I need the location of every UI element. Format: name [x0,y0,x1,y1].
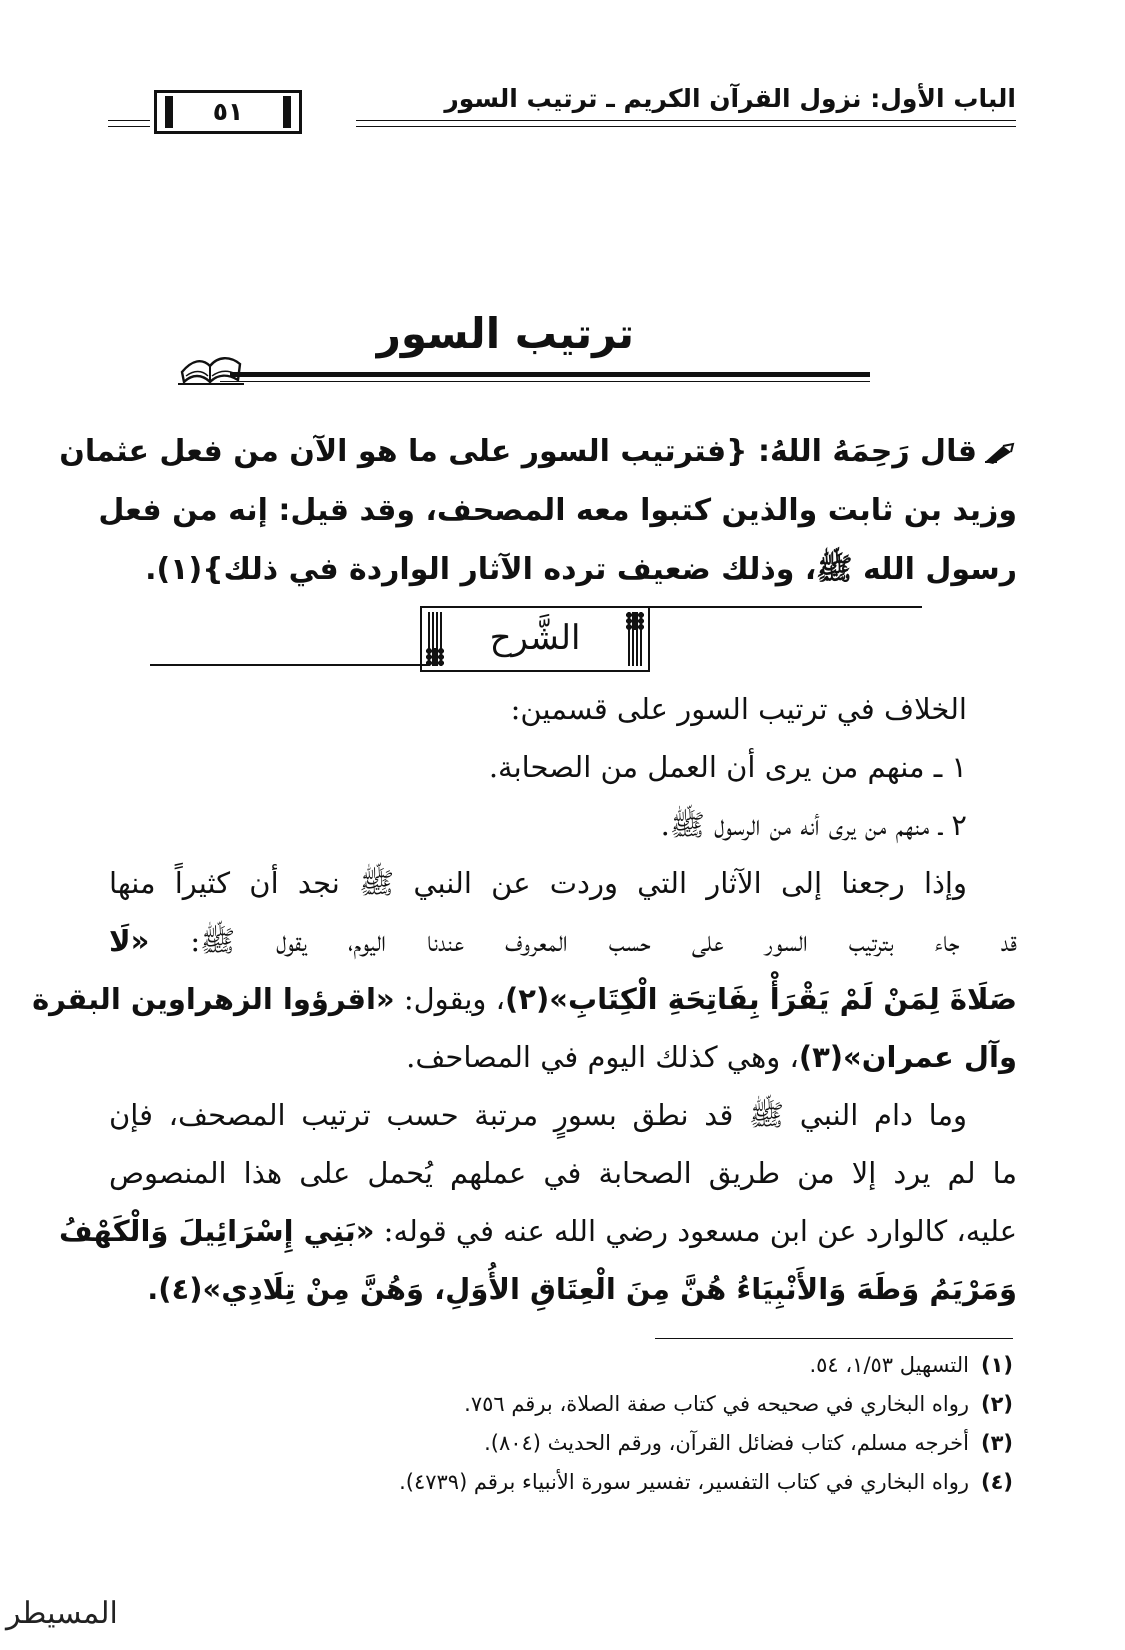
footnote-number: (٤) [980,1470,1013,1494]
body-text-run: قد جاء بترتيب السور على حسب المعروف عندنا اليوم، يقول ﷺ: [149,924,1017,958]
footnote-text: رواه البخاري في كتاب التفسير، تفسير سورة الأنبياء برقم (٤٧٣٩). [399,1470,969,1494]
hadith-quote: «اقرؤوا الزهراوين البقرة [32,982,395,1016]
footnote-number: (٢) [980,1392,1013,1416]
sharh-heading [150,606,922,676]
matn-line [59,422,1017,481]
header-rule [108,126,150,127]
footnote [133,1346,1013,1385]
body-text-run: عليه، كالوارد عن ابن مسعود رضي الله عنه في قوله: [374,1214,1017,1248]
ornament-icon [428,612,442,666]
matn-text [59,422,1017,599]
body-line: ١ ـ منهم من يرى أن العمل من الصحابة. [488,750,967,784]
sharh-title: الشَّرح [489,618,581,658]
chapter-rule [230,372,870,377]
footnote-separator [655,1338,1013,1339]
body-line: الخلاف في ترتيب السور على قسمين: [510,692,967,726]
commentary-text [32,680,1017,1318]
body-line [32,970,1017,1028]
footnote-number: (٣) [980,1431,1013,1455]
chapter-rule [220,381,870,382]
open-book-icon [176,342,246,388]
running-header [108,82,1016,142]
body-line: ٢ ـ منهم من يرى أنه من الرسول ﷺ. [660,808,967,842]
hadith-quote: صَلَاةَ لِمَنْ لَمْ يَقْرَأْ بِفَاتِحَةِ الْكِتَابِ»(٢) [505,982,1017,1016]
body-line [59,1202,1017,1260]
watermark-logo: المسيطر [6,1596,118,1631]
sharh-frame [420,606,650,672]
hadith-quote: وآل عمران»(٣) [798,1040,1017,1074]
body-line [109,1028,1017,1086]
footnote-text: التسهيل ١/٥٣، ٥٤. [809,1353,969,1377]
hadith-quote: «بَنِي إِسْرَائِيلَ وَالْكَهْفُ [59,1214,375,1248]
matn-line: وزيد بن ثابت والذين كتبوا معه المصحف، وقد قيل: إنه من فعل [98,493,1017,528]
body-text-run: ، وهي كذلك اليوم في المصاحف. [406,1040,799,1074]
chapter-heading [176,306,870,396]
header-rule [108,120,150,121]
footnote-text: رواه البخاري في صحيحه في كتاب صفة الصلاة، برقم ٧٥٦. [464,1392,969,1416]
body-text-run: ، ويقول: [394,982,505,1016]
footnote [133,1424,1013,1463]
chapter-title: ترتيب السور [376,309,634,358]
body-line: وَمَرْيَمُ وَطَهَ وَالأَنْبِيَاءُ هُنَّ مِنَ الْعِتَاقِ الأُوَلِ، وَهُنَّ مِنْ تِلَادِي»(٤). [147,1272,1017,1306]
page-number-box [154,90,302,134]
sharh-rule [640,606,922,608]
footnotes [133,1346,1013,1502]
page-number: ٥١ [212,97,244,126]
header-rule [356,126,1016,127]
body-line: ما لم يرد إلا من طريق الصحابة في عملهم يُحمل على هذا المنصوص [109,1156,1017,1190]
hadith-quote: «لَا [109,924,150,958]
sharh-rule [150,664,430,666]
footnote-text: أخرجه مسلم، كتاب فضائل القرآن، ورقم الحديث (٨٠٤). [484,1431,969,1455]
footnote-number: (١) [980,1353,1013,1377]
matn-line-text: قال رَحِمَهُ اللهُ: {فترتيب السور على ما هو الآن من فعل عثمان [59,434,977,469]
body-line: وإذا رجعنا إلى الآثار التي وردت عن النبي ﷺ نجد أن كثيراً منها [109,866,967,900]
pen-icon [983,442,1017,464]
header-rule [356,120,1016,121]
footnote [133,1463,1013,1502]
body-line: وما دام النبي ﷺ قد نطق بسورٍ مرتبة حسب ترتيب المصحف، فإن [109,1098,967,1132]
body-line [109,912,1017,970]
footnote [133,1385,1013,1424]
ornament-icon [628,612,642,666]
running-title: الباب الأول: نزول القرآن الكريم ـ ترتيب السور [444,84,1016,113]
matn-line: رسول الله ﷺ، وذلك ضعيف ترده الآثار الواردة في ذلك}(١). [145,552,1017,587]
